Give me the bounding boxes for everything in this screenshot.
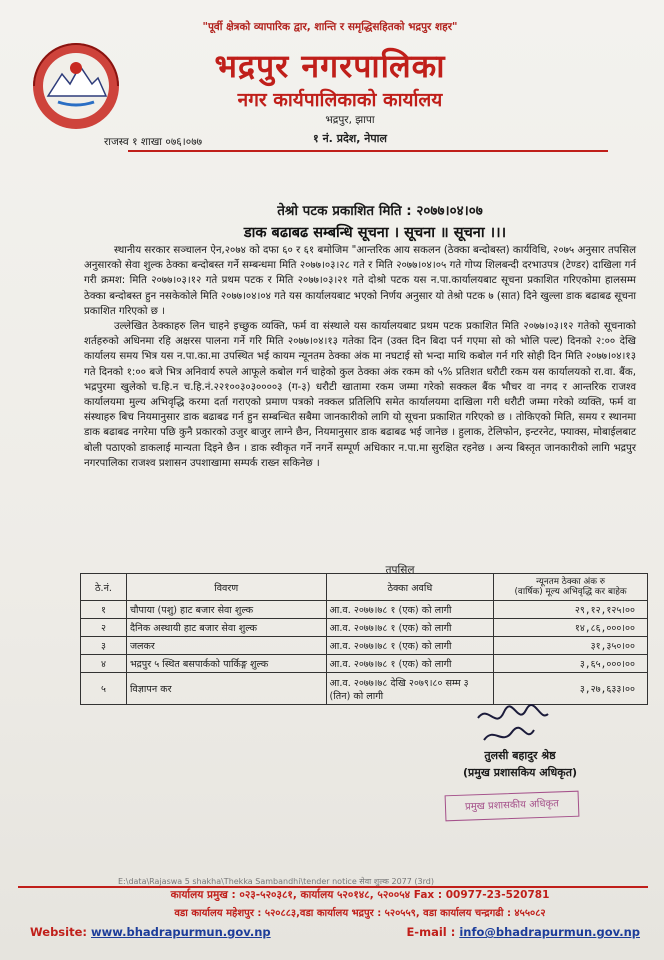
cell-description: चौपाया (पशु) हाट बजार सेवा शुल्क	[126, 601, 326, 619]
notice-paragraph: स्थानीय सरकार सञ्चालन ऐन,२०७४ को दफा ६० र ६१ बमोजिम "आन्तरिक आय सकलन (ठेक्का बन्दोबस्त) कार्यविधि, २०७५ अनुसार तपसिल अनुसारको सेवा शुल्क ठेक्का बन्दोबस्त गर्ने सम्बन्धमा मिति २०७७।०३।२८ गते र मिति २०७७।०४।०५ गते गोप्य शिलबन्दी दरभाउपत्र (टेण्डर) दाखिला गर्न गरी क्रमश: मिति २०७७।०३।१२ गते प्रथम पटक र मिति २०७७।०३।२१ गते दोश्रो पटक यस न.पा.कार्यालयबाट सूचना प्रकाशित गरिएकोमा हालसम्म ठेक्का बन्दोबस्त हुन नसकेकोले मिति २०७७।०४।०४ गते यस कार्यालयबाट भएको निर्णय अनुसार यो तेश्रो पटक ७ (सात) दिने खुल्ला डाक बढाबढ सूचना प्रकाशित गरिएको छ ।	[84, 245, 636, 317]
nepal-emblem-logo	[28, 38, 124, 134]
address-line-1: भद्रपुर, झापा	[325, 114, 375, 126]
notice-title: डाक बढाबढ सम्बन्धि सूचना । सूचना ॥ सूचना ।।।	[243, 225, 507, 241]
table-row	[81, 619, 648, 637]
schedule-table	[80, 573, 648, 705]
cell-sn: १	[81, 601, 127, 619]
email-link[interactable]: info@bhadrapurmun.gov.np	[459, 925, 640, 939]
official-stamp: प्रमुख प्रशासकीय अधिकृत	[445, 791, 580, 822]
cell-amount: १४,८६,०००।००	[494, 619, 648, 637]
footer-phone-line-2: वडा कार्यालय महेशपुर : ५२०८८३,वडा कार्यालय भद्रपुर : ५२०५५९, वडा कार्यालय चन्द्रगढी : ४५५०८२	[174, 908, 546, 919]
cell-period: आ.व. २०७७।७८ १ (एक) को लागी	[326, 637, 494, 655]
table-row	[81, 601, 648, 619]
publish-date: तेश्रो पटक प्रकाशित मिति : २०७७।०४।०७	[277, 203, 483, 219]
cell-description: विज्ञापन कर	[126, 673, 326, 705]
header-amount	[494, 574, 648, 601]
website-label: Website:	[30, 925, 91, 939]
letterhead-tagline: "पूर्वी क्षेत्रको व्यापारिक द्वार, शान्ति र समृद्धिसहितको भद्रपुर शहर"	[202, 21, 458, 33]
table-row	[81, 655, 648, 673]
header-sn: ठे.नं.	[81, 574, 127, 601]
cell-amount: ३१,३५०।००	[494, 637, 648, 655]
cell-sn: ४	[81, 655, 127, 673]
header-description: विवरण	[126, 574, 326, 601]
handwritten-signature	[470, 700, 570, 750]
cell-sn: ३	[81, 637, 127, 655]
header-amount-line1: न्यूनतम ठेक्का अंक रु	[536, 577, 606, 587]
file-path-text: E:\data\Rajaswa 5 shakha\Thekka Sambandhi\tender notice सेवा शुल्क 2077 (3rd)	[118, 877, 434, 886]
reference-number: राजस्व १ शाखा ०७६।०७७	[104, 136, 203, 148]
email-label: E-mail :	[406, 925, 460, 939]
notice-paragraph: उल्लेखित ठेक्काहरु लिन चाहने इच्छुक व्यक्ति, फर्म वा संस्थाले यस कार्यालयबाट प्रथम पटक प्रकाशित मिति २०७७।०३।१२ गतेको सूचनाको शर्तहरुको अधिनमा रहि अक्षरस पालना गर्ने गरि मिति २०७७।०४।१३ गतेका दिन (उक्त दिन बिदा पर्न गएमा सो को भोलि पल्ट) दिनको २:०० देखि कार्यालय समय भित्र यस न.पा.का.मा उपस्थित भई कायम न्यूनतम ठेक्का अंक मा नघटाई सो भन्दा माथि कबोल गर्न गरि सोही दिन मिति २०७७।०४।१३ गते दिनको १:०० बजे भित्र अनिवार्य रुपले आफूले कबोल गर्न चाहेको कुल ठेक्का अंक रकम को ५% प्रतिशत धरौटी रकम यस कार्यालयको रा.वा. बैंक, भद्रपुरमा खुलेको च.हि.न च.हि.नं.२२१००३०३००००३ (ग-३) धरौटी खातामा रकम जम्मा गरेको सक्कल बैंक भौचर वा नगद र आन्तरिक राजश्व कार्यालयमा मुल्य अभिवृद्धि करमा दर्ता गराएको प्रमाण पत्रको नक्कल प्रतिलिपि समेत कार्यालयमा दाखिला गरी धरौटी जम्मा गरेको व्यक्ति, फर्म वा संस्थाहरु बिच नियमानुसार डाक बढाबढ गर्न हुन सम्बन्धित सबैमा जानकारीको लागि यो सूचना प्रकाशित गरिएको छ । तोकिएको मिति, समय र स्थानमा डाक बढाबढ नगरेमा पछि कुनै प्रकारको उजुर बाजुर लाग्ने छैन, नियमानुसार डाक बढाबढ भई जानेछ । हुलाक, टेलिफोन, इन्टरनेट, फ्याक्स, मोबाईलबाट बोली पठाएको डाकलाई मान्यता दिइने छैन । डाक स्वीकृत गर्ने नगर्ने सम्पूर्ण अधिकार न.पा.मा सुरक्षित रहनेछ । अन्य बिस्तृत जानकारीको लागि भद्रपुर नगरपालिका राजश्व प्रशासन उपशाखामा सम्पर्क राख्न सकिनेछ ।	[84, 321, 636, 469]
website-link[interactable]: www.bhadrapurmun.gov.np	[91, 925, 271, 939]
signatory-name: तुलसी बहादुर श्रेष्ठ	[484, 749, 556, 762]
footer-phone-line-1: कार्यालय प्रमुख : ०२३-५२०३८१, कार्यालय ५२०१४८, ५२००५४ Fax : 00977-23-520781	[170, 889, 550, 901]
cell-description: जलकर	[126, 637, 326, 655]
office-name: नगर कार्यपालिकाको कार्यालय	[237, 89, 443, 111]
footer-email	[406, 925, 640, 939]
cell-amount: ३,६५,०००।००	[494, 655, 648, 673]
header-period: ठेक्का अवधि	[326, 574, 494, 601]
table-row	[81, 637, 648, 655]
cell-period: आ.व. २०७७।७८ १ (एक) को लागी	[326, 619, 494, 637]
address-line-2: १ नं. प्रदेश, नेपाल	[313, 132, 387, 145]
signatory-designation: (प्रमुख प्रशासकिय अधिकृत)	[463, 766, 577, 779]
cell-period: आ.व. २०७७।७८ १ (एक) को लागी	[326, 601, 494, 619]
cell-description: भद्रपुर ५ स्थित बसपार्कको पार्किङ्ग शुल्क	[126, 655, 326, 673]
footer-website	[30, 925, 271, 939]
cell-period: आ.व. २०७७।७८ देखि २०७९।८० सम्म ३ (तिन) को लागी	[326, 673, 494, 705]
header-amount-line2: (वार्षिक) मूल्य अभिवृद्धि कर बाहेक	[514, 587, 627, 597]
letterhead-divider	[128, 150, 608, 152]
cell-amount: २९,१२,१२५।००	[494, 601, 648, 619]
cell-sn: २	[81, 619, 127, 637]
cell-sn: ५	[81, 673, 127, 705]
cell-period: आ.व. २०७७।७८ १ (एक) को लागी	[326, 655, 494, 673]
org-name: भद्रपुर नगरपालिका	[214, 47, 446, 85]
schedule-caption: तपसिल	[385, 564, 415, 576]
notice-body	[84, 243, 636, 471]
cell-amount: ३,२७,६३३।००	[494, 673, 648, 705]
cell-description: दैनिक अस्थायी हाट बजार सेवा शुल्क	[126, 619, 326, 637]
table-header-row	[81, 574, 648, 601]
